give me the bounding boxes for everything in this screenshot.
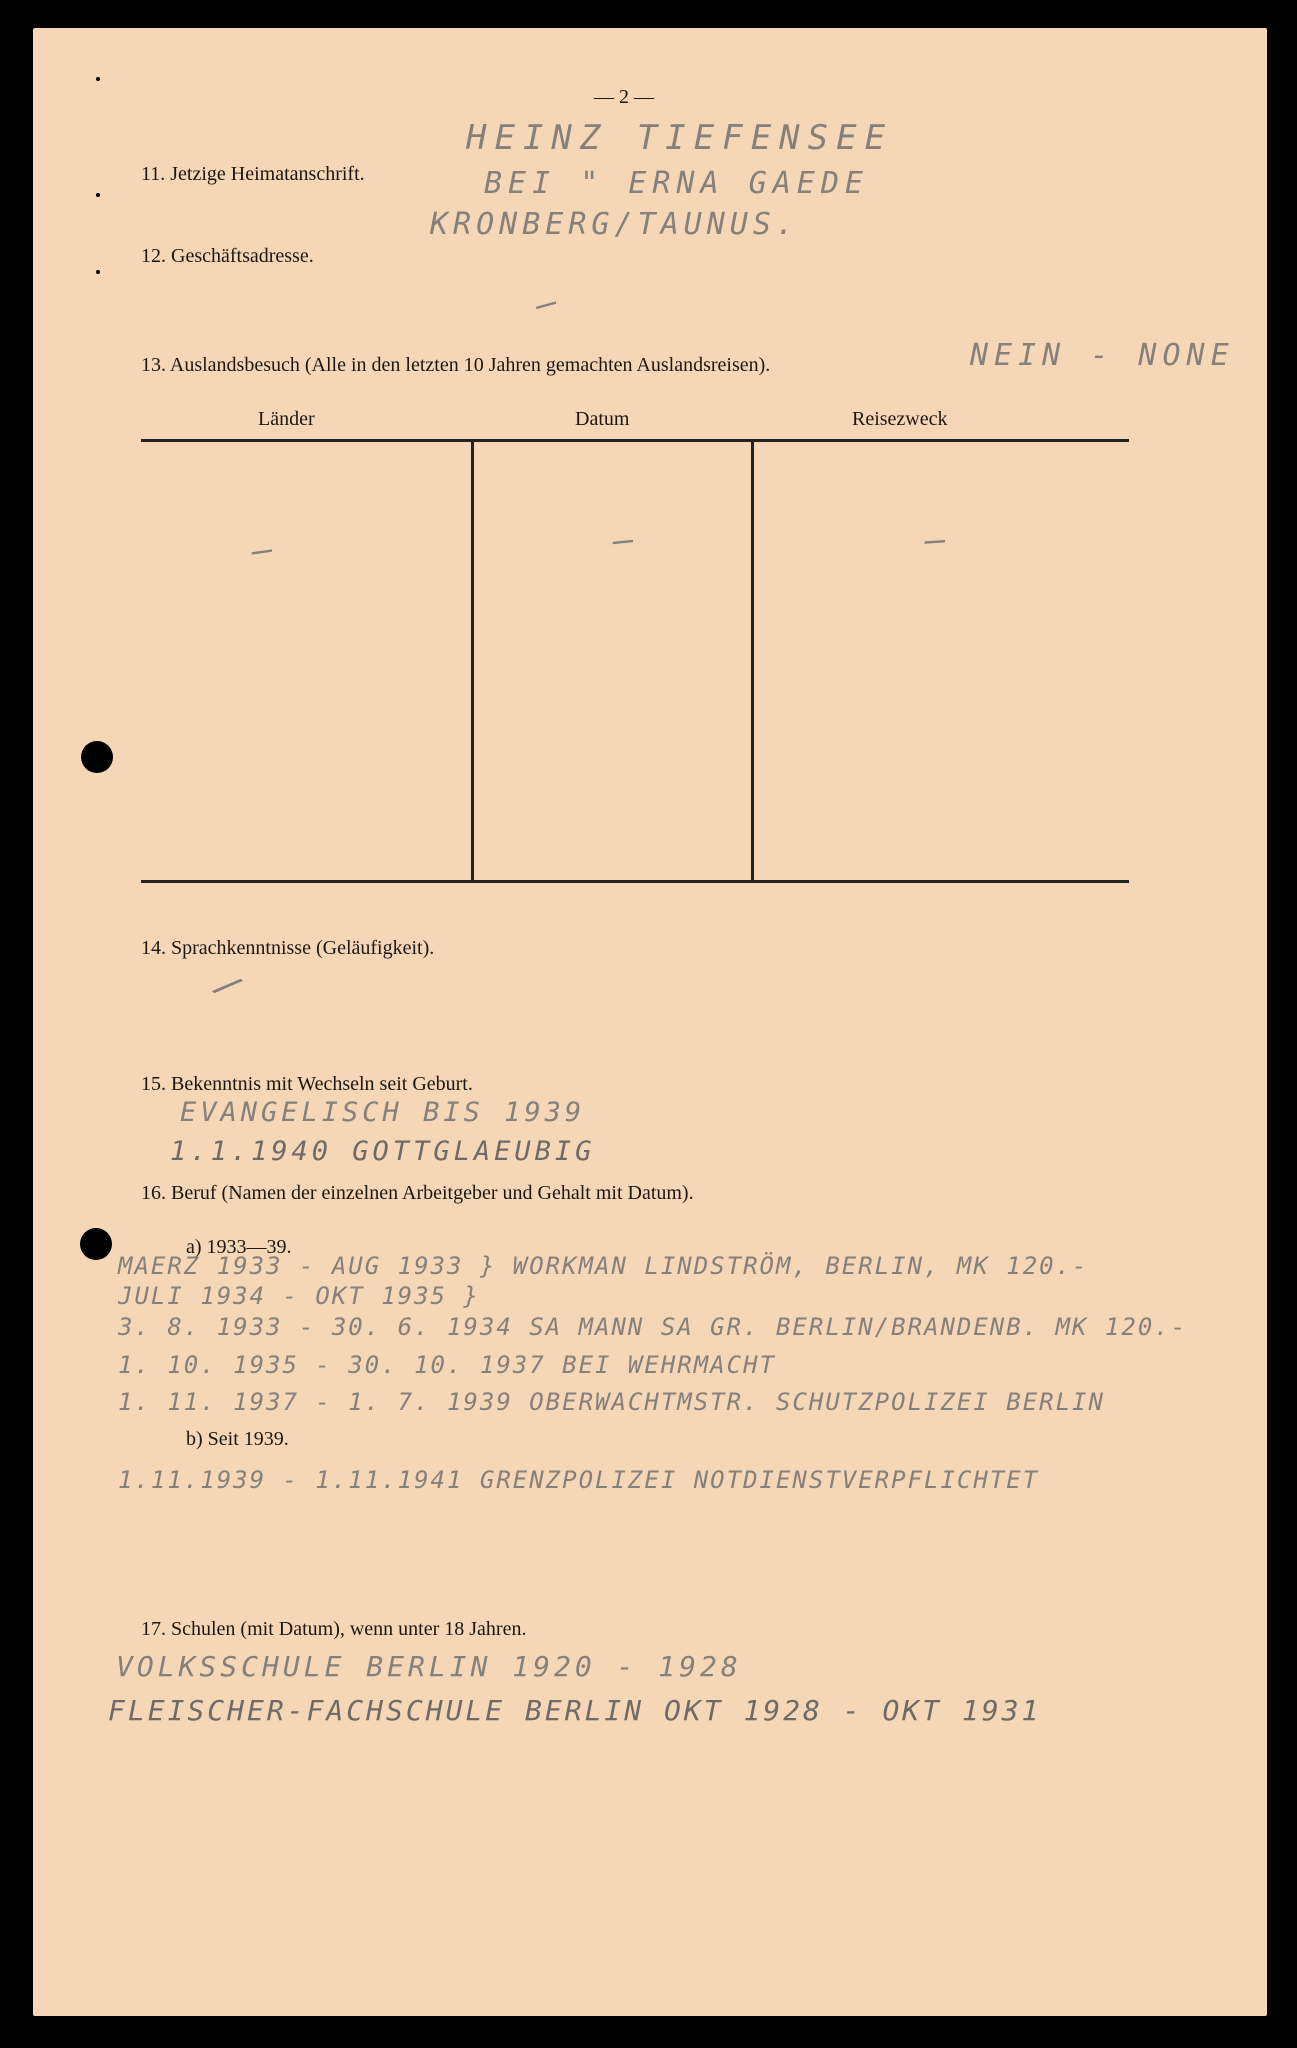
- speck: [96, 193, 100, 197]
- table-cell-reisezweck: —: [923, 519, 951, 561]
- item16-a-line1: MAERZ 1933 - AUG 1933 } WORKMAN LINDSTRÖM, BERLIN, MK 120.-: [118, 1252, 1089, 1280]
- column-header-datum: Datum: [575, 408, 630, 430]
- item11-label: 11. Jetzige Heimatanschrift.: [141, 163, 365, 185]
- item16-a-line4: 1. 10. 1935 - 30. 10. 1937 BEI WEHRMACHT: [118, 1351, 776, 1379]
- item15-answer-line1: EVANGELISCH BIS 1939: [180, 1097, 586, 1128]
- table-cell-datum: —: [610, 518, 640, 562]
- column-header-reisezweck: Reisezweck: [852, 408, 948, 430]
- item14-answer: /: [208, 964, 253, 1012]
- punch-hole-top: [81, 741, 113, 773]
- item16-label: 16. Beruf (Namen der einzelnen Arbeitgeber und Gehalt mit Datum).: [141, 1182, 694, 1204]
- item12-answer: —: [531, 280, 566, 326]
- item16-b-line1: 1.11.1939 - 1.11.1941 GRENZPOLIZEI NOTDIENSTVERPFLICHTET: [118, 1466, 1040, 1494]
- item15-answer-line2: 1.1.1940 GOTTGLAEUBIG: [170, 1136, 596, 1167]
- item11-answer-line1: HEINZ TIEFENSEE: [466, 118, 894, 158]
- table-cell-laender: —: [249, 528, 280, 572]
- punch-hole-bottom: [80, 1228, 112, 1260]
- item16-b-label: b) Seit 1939.: [186, 1428, 289, 1450]
- page-number: — 2 —: [594, 86, 654, 108]
- item16-a-label: a) 1933—39.: [186, 1236, 292, 1258]
- item11-answer-line3: KRONBERG/TAUNUS.: [430, 207, 799, 242]
- item17-label: 17. Schulen (mit Datum), wenn unter 18 Jahren.: [141, 1618, 527, 1640]
- table-column-divider-1: [471, 441, 474, 881]
- item16-a-line3: 3. 8. 1933 - 30. 6. 1934 SA MANN SA GR. BERLIN/BRANDENB. MK 120.-: [118, 1313, 1188, 1341]
- item15-label: 15. Bekenntnis mit Wechseln seit Geburt.: [141, 1073, 473, 1095]
- speck: [96, 77, 100, 81]
- table-column-divider-2: [751, 441, 754, 881]
- item13-answer: NEIN - NONE: [970, 338, 1235, 373]
- item14-label: 14. Sprachkenntnisse (Geläufigkeit).: [141, 937, 435, 959]
- column-header-laender: Länder: [258, 408, 315, 430]
- item16-a-line5: 1. 11. 1937 - 1. 7. 1939 OBERWACHTMSTR. SCHUTZPOLIZEI BERLIN: [118, 1388, 1105, 1416]
- item17-answer-line2: FLEISCHER-FACHSCHULE BERLIN OKT 1928 - OKT 1931: [108, 1694, 1042, 1727]
- item17-answer-line1: VOLKSSCHULE BERLIN 1920 - 1928: [116, 1650, 742, 1683]
- item16-a-line2: JULI 1934 - OKT 1935 }: [118, 1282, 480, 1310]
- table-top-rule: [141, 439, 1129, 442]
- item11-answer-line2: BEI " ERNA GAEDE: [484, 166, 869, 201]
- item12-label: 12. Geschäftsadresse.: [141, 245, 314, 267]
- item13-label: 13. Auslandsbesuch (Alle in den letzten 10 Jahren gemachten Auslandsreisen).: [141, 354, 771, 376]
- table-bottom-rule: [141, 880, 1129, 883]
- speck: [96, 270, 100, 274]
